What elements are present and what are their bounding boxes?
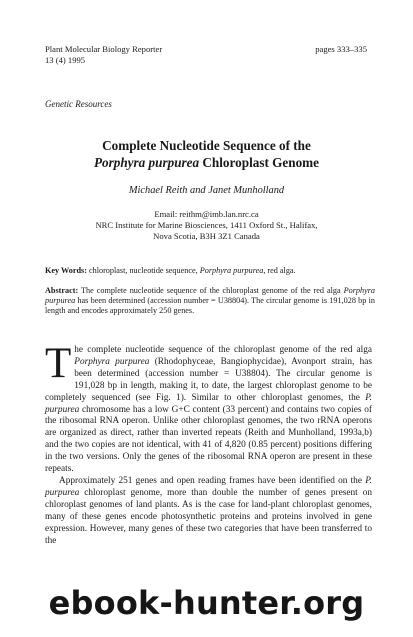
title-line-2-rest: Chloroplast Genome [199,155,320,170]
drop-cap: T [45,340,72,387]
abstract [45,286,375,316]
journal-volume: 13 (4) 1995 [45,55,86,65]
abstract-label: Abstract: [45,286,79,295]
journal-header [45,44,162,66]
title-line-2 [0,154,413,171]
p1-species-2: P. purpurea [45,392,372,415]
body-text [45,340,372,547]
abstract-text-2: has been determined (accession number = U38804). The circular genome is 191,028 bp in length and encodes approximately 250 genes. [45,296,375,315]
title-line-1: Complete Nucleotide Sequence of the [102,138,311,153]
institute-line-2: Nova Scotia, B3H 3Z1 Canada [153,231,260,242]
p2-species-1: P. purpurea [45,475,372,498]
abstract-species: Porphyra purpurea [45,286,375,305]
p2-text-b: chloroplast genome, more than double the number of genes present on chloroplast genomes of land plants. As is the case for land-plant chloroplast genomes, many of these genes encode photosynthetic proteins and proteins involved in gene expression. However, many genes of these two categories that have been transferred to the [45,487,372,546]
keywords-text-2: , red alga. [263,266,296,275]
author-email: Email: reithm@imb.lan.nrc.ca [154,209,259,219]
abstract-text-1: The complete nucleotide sequence of the chloroplast genome of the red alga [78,286,344,295]
p1-text-c: chromosome has a low G+C content (33 percent) and contains two copies of the ribosomal RNA operon. Unlike other chloroplast genomes, the two rRNA operons are organized as direct, rather than inverted repeats (Reith and Munholland, 1993a,b) and the two copies are not identical, with 41 of 4,820 (0.85 percent) positions differing in the two versions. Only the genes of the ribosomal RNA operon are present in these repeats. [45,404,372,475]
p1-text-a: he complete nucleotide sequence of the chloroplast genome of the red alga [74,345,372,355]
watermark-text: ebook-hunter.org [48,584,365,622]
p1-text-b: (Rhodophyceae, Bangiophycidae), Avonport strain, has been determined (accession number = U38804). The circular genome is 191,028 bp in length, making it, to date, the largest chloroplast genome to be completely sequenced (see Fig. 1). Similar to other chloroplast genomes, the [45,356,372,403]
affiliation [0,209,413,243]
keywords [45,266,375,275]
page-range: pages 333–335 [315,44,367,54]
keywords-label: Key Words: [45,266,87,275]
institute-line-1: NRC Institute for Marine Biosciences, 1411 Oxford St., Halifax, [95,220,318,231]
p2-text-a: Approximately 251 genes and open reading frames have been identified on the [59,475,366,486]
keywords-text-1: chloroplast, nucleotide sequence, [86,266,200,275]
authors: Michael Reith and Janet Munholland [128,185,285,196]
keywords-species: Porphyra purpurea [199,266,264,275]
paragraph-2 [45,476,372,547]
section-label: Genetic Resources [45,99,112,109]
paragraph-1 [45,340,372,476]
title-species: Porphyra purpurea [93,155,200,170]
paper-title [0,137,413,171]
journal-name: Plant Molecular Biology Reporter [45,44,163,54]
p1-species-1: Porphyra purpurea [74,356,150,367]
